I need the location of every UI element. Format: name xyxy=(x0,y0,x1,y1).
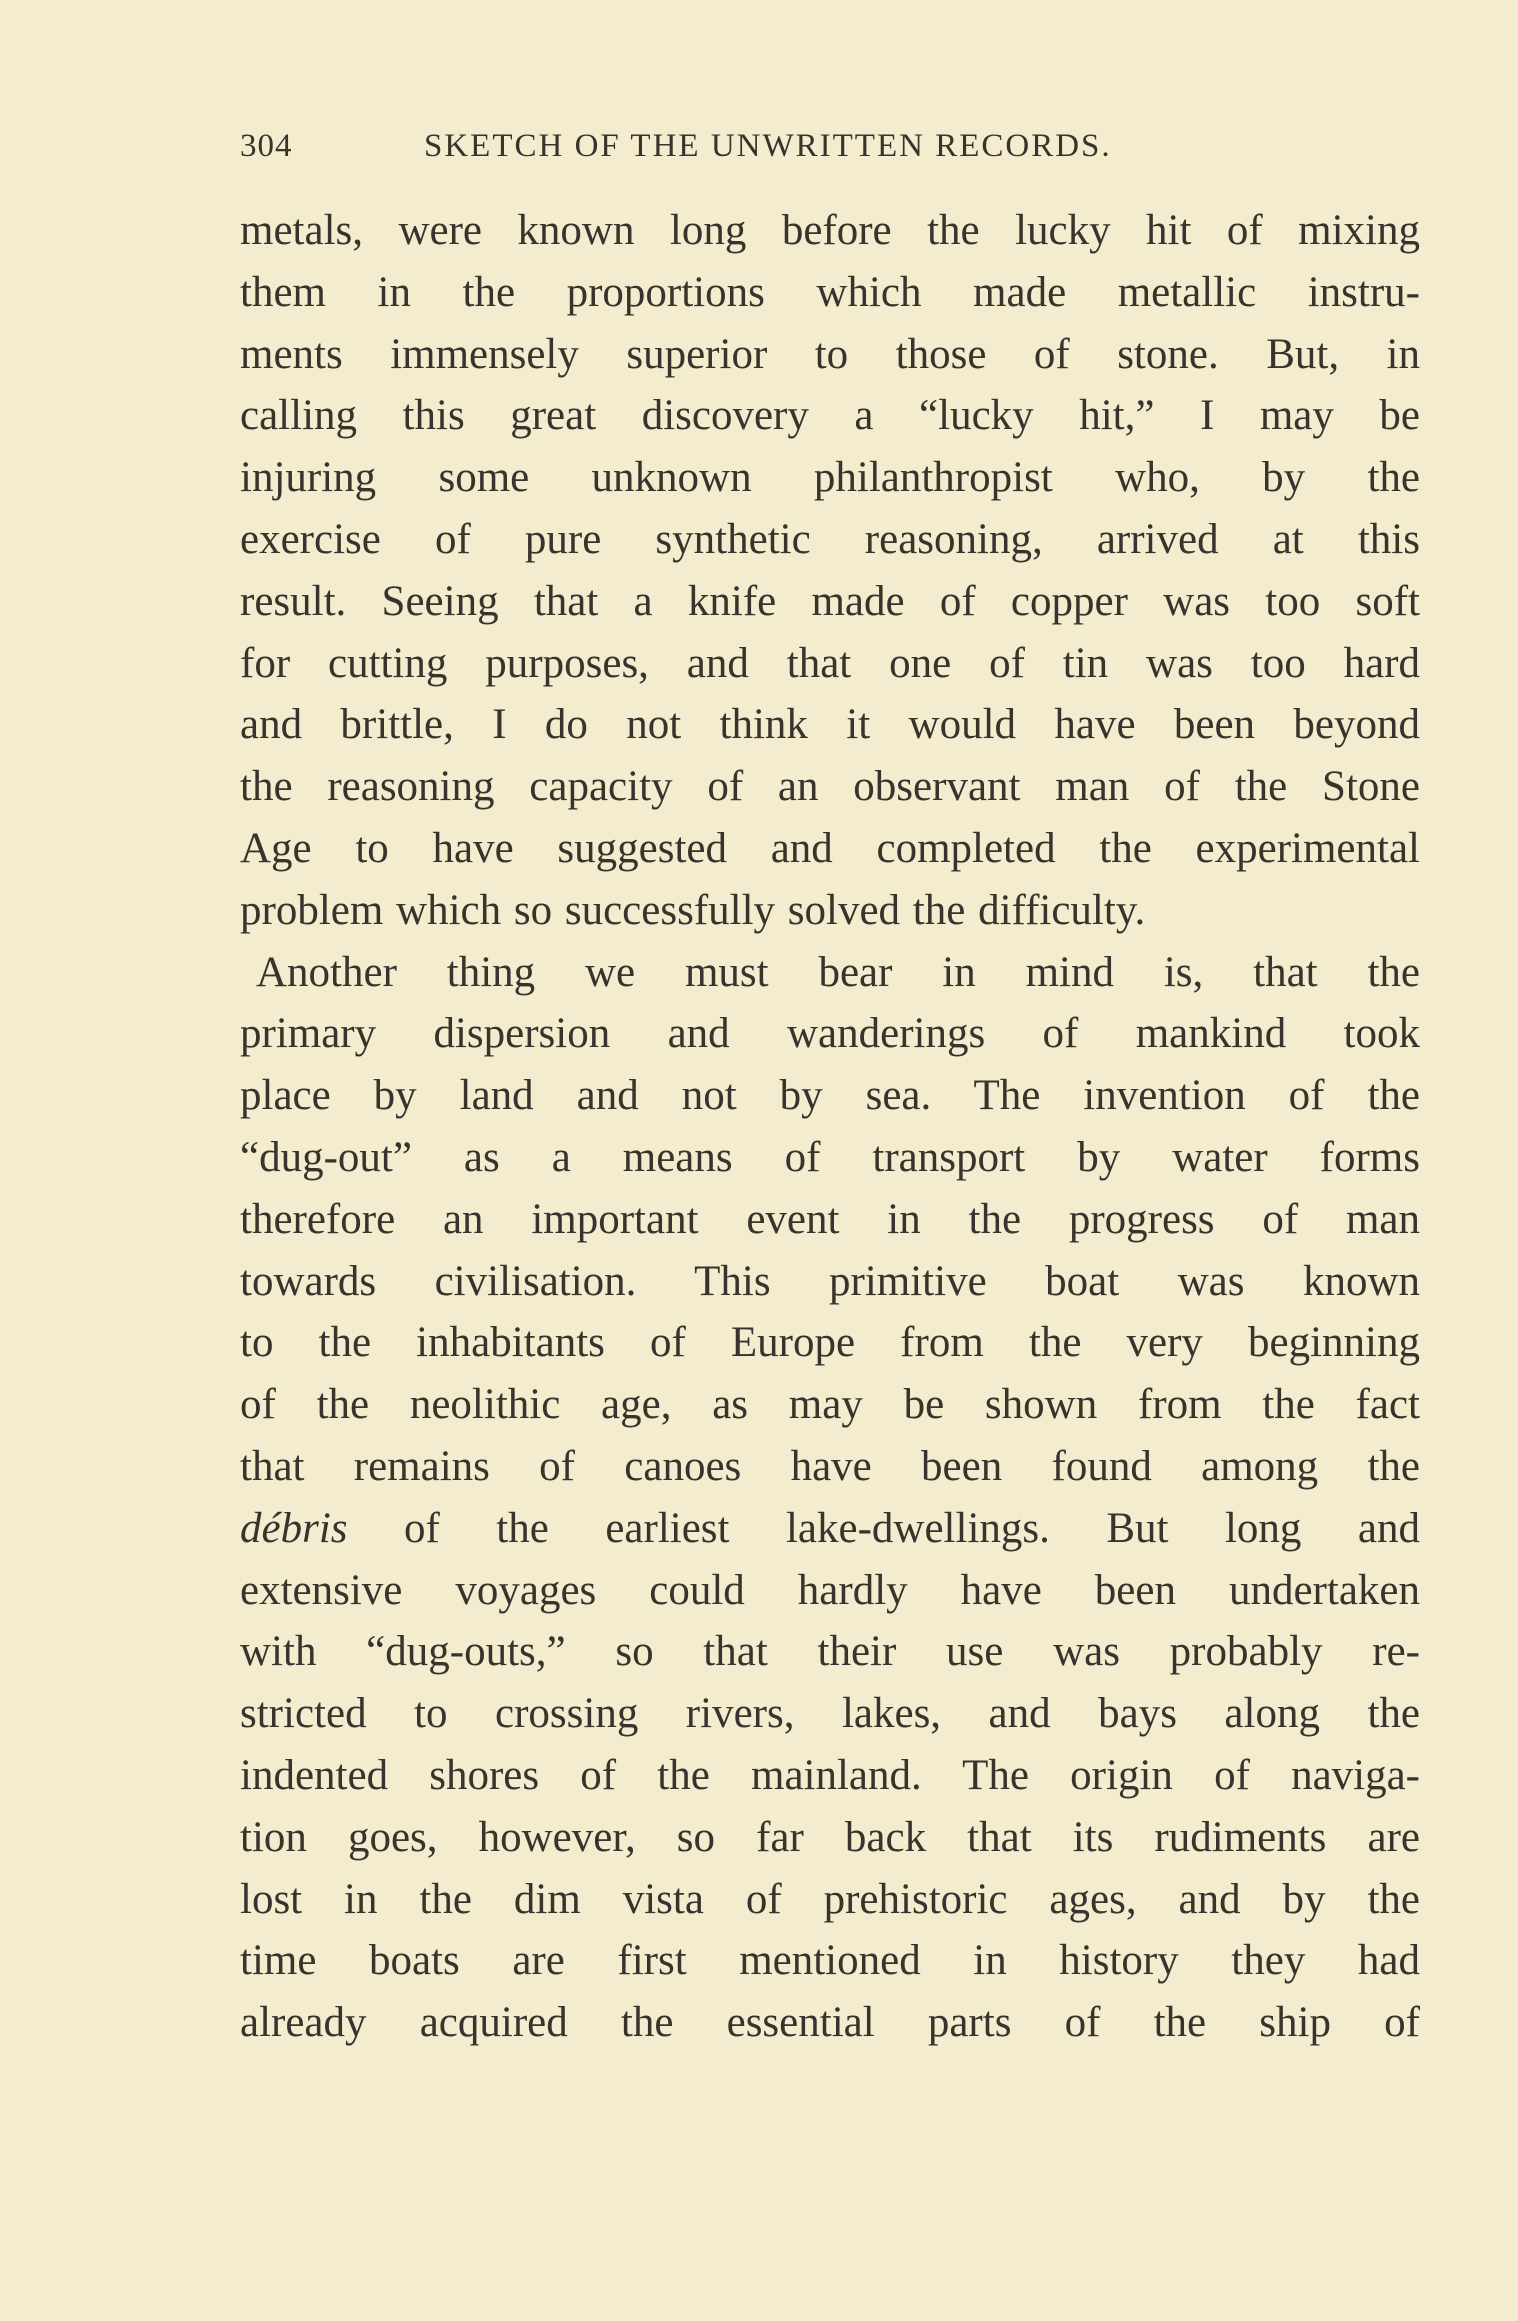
text-line: the reasoning capacity of an observant man of the Stone xyxy=(240,763,1420,811)
text-line: exercise of pure synthetic reasoning, arrived at this xyxy=(240,515,1420,563)
text-line: tion goes, however, so far back that its rudiments are xyxy=(240,1813,1420,1861)
text-line: towards civilisation. This primitive boat was known xyxy=(240,1257,1420,1305)
text-line: place by land and not by sea. The invention of the xyxy=(240,1072,1420,1120)
text-line: them in the proportions which made metallic instru- xyxy=(240,268,1420,316)
text-line: primary dispersion and wanderings of mankind took xyxy=(240,1010,1420,1058)
text-line: and brittle, I do not think it would have been beyond xyxy=(240,701,1420,749)
text-line: result. Seeing that a knife made of copper was too soft xyxy=(240,577,1420,625)
text-line: “dug-out” as a means of transport by water forms xyxy=(240,1133,1420,1181)
text-line: with “dug-outs,” so that their use was probably re- xyxy=(240,1628,1420,1676)
text-line-with-italic xyxy=(240,1498,1420,1560)
text-line: ments immensely superior to those of stone. But, in xyxy=(240,330,1420,378)
text-line: already acquired the essential parts of the ship of xyxy=(240,1999,1420,2047)
text-line: calling this great discovery a “lucky hit,” I may be xyxy=(240,392,1420,440)
page-number: 304 xyxy=(240,128,293,164)
body-text xyxy=(240,200,1420,2054)
running-head xyxy=(240,128,1240,172)
text-line-rest: of the earliest lake-dwellings. But long and xyxy=(404,1504,1421,1552)
text-line: stricted to crossing rivers, lakes, and bays along the xyxy=(240,1690,1420,1738)
text-line: Age to have suggested and completed the experimental xyxy=(240,824,1420,872)
italic-word: débris xyxy=(240,1504,348,1552)
text-line: indented shores of the mainland. The origin of naviga- xyxy=(240,1751,1420,1799)
text-line: problem which so successfully solved the difficulty. xyxy=(240,886,1146,934)
text-line: lost in the dim vista of prehistoric ages, and by the xyxy=(240,1875,1420,1923)
text-line: to the inhabitants of Europe from the very beginning xyxy=(240,1319,1420,1367)
text-line: injuring some unknown philanthropist who, by the xyxy=(240,454,1420,502)
text-line: of the neolithic age, as may be shown from the fact xyxy=(240,1381,1420,1429)
text-line: Another thing we must bear in mind is, that the xyxy=(256,948,1420,996)
running-title: SKETCH OF THE UNWRITTEN RECORDS. xyxy=(424,128,1112,164)
text-line: extensive voyages could hardly have been undertaken xyxy=(240,1566,1420,1614)
text-line: for cutting purposes, and that one of tin was too hard xyxy=(240,639,1420,687)
text-line: that remains of canoes have been found among the xyxy=(240,1442,1420,1490)
text-line: time boats are first mentioned in history they had xyxy=(240,1937,1420,1985)
text-line: therefore an important event in the progress of man xyxy=(240,1195,1420,1243)
text-line: metals, were known long before the lucky hit of mixing xyxy=(240,207,1420,254)
